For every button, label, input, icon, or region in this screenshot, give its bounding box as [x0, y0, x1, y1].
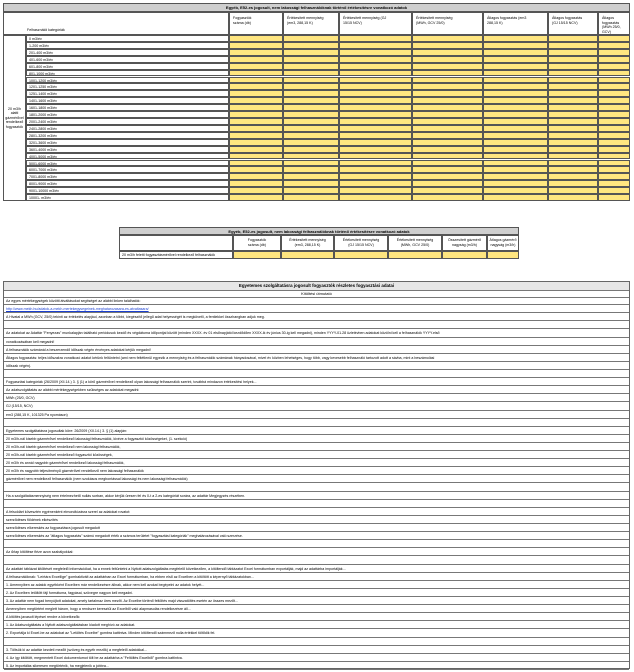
table1-input-cell[interactable]	[548, 118, 598, 125]
table1-col-header: Átlagos fogyasztás (em3 288,15 K)	[483, 12, 548, 35]
table1-input-cell[interactable]	[412, 70, 483, 77]
table1-input-cell[interactable]	[412, 104, 483, 111]
instructions-line: 20 m3/h és nagyobb teljesítményű gázmérővel rendelkező nem lakossági felhasználók	[4, 467, 629, 475]
table1-input-cell[interactable]	[229, 180, 283, 187]
table1-input-cell[interactable]	[548, 83, 598, 90]
table1-input-cell[interactable]	[412, 153, 483, 160]
table1-input-cell[interactable]	[598, 132, 630, 139]
instructions-line: Egyetemes szolgáltatásra jogosultak köre: 26/2009 (XII.14.) 3. § (1) alapján:	[4, 427, 629, 435]
instructions-line: 2. Exportálja ki Excel-be az adatokat az "Letöltés Excelbe" gombra kattintva. Minden kitöltendő számmező nulla értékkel töltődik fel.	[4, 629, 629, 637]
table1-input-cell[interactable]	[483, 63, 548, 70]
instructions-line: 3. Az adattár nem fogad benyújtott adatokat, amely tartalmaz üres mezőt. Az Excelbe történő feltöltés majd visszatöltés esetén az összes mezőt...	[4, 597, 629, 605]
table1-input-cell[interactable]	[229, 63, 283, 70]
table1-input-cell[interactable]	[339, 97, 412, 104]
instructions-line: 2. Az Excelben letöltött fájl formátuma, fagyásai, szövegre nagyon kell megadni.	[4, 589, 629, 597]
table1-input-cell[interactable]	[283, 160, 339, 167]
table1-input-cell[interactable]	[483, 160, 548, 167]
table1-input-cell[interactable]	[339, 160, 412, 167]
table1-input-cell[interactable]	[339, 125, 412, 132]
table1-input-cell[interactable]	[483, 77, 548, 84]
table1-input-cell[interactable]	[598, 139, 630, 146]
table1-input-cell[interactable]	[483, 180, 548, 187]
table1-input-cell[interactable]	[598, 166, 630, 173]
table1-row-label: 1201-1250 m3/év	[26, 83, 229, 90]
table1-row-label: 3201-3600 m3/év	[26, 139, 229, 146]
instructions-line: A felhasználók számánál a beszerzendő időszak végén érvényes adatokat kérjük megadni!	[4, 346, 629, 354]
table1-input-cell[interactable]	[483, 146, 548, 153]
table1-input-cell[interactable]	[283, 77, 339, 84]
table1-input-cell[interactable]	[548, 90, 598, 97]
table1-col-header: Értékesített mennyiség (GJ 15/15 NCV)	[339, 12, 412, 35]
table1-row-label: 2801-3200 m3/év	[26, 132, 229, 139]
table1-input-cell[interactable]	[412, 194, 483, 201]
table1-input-cell[interactable]	[283, 63, 339, 70]
table1-input-cell[interactable]	[548, 160, 598, 167]
table1-row-label: 1001-1200 m3/év	[26, 77, 229, 84]
instructions-line: Az egyes mértékegységek közötti átváltásokat segítséget az alábbi linken találhatók:	[4, 297, 629, 305]
table1-row-label: 1251-1400 m3/év	[26, 90, 229, 97]
table1-input-cell[interactable]	[283, 180, 339, 187]
table1-row-label: 10001- m3/év	[26, 194, 229, 201]
table1-input-cell[interactable]	[339, 42, 412, 49]
instructions-line	[4, 370, 629, 378]
table1-input-cell[interactable]	[283, 194, 339, 201]
table1-input-cell[interactable]	[229, 49, 283, 56]
table2-col-header: Fogyasztók száma (db)	[233, 235, 281, 251]
table1-input-cell[interactable]	[283, 187, 339, 194]
instructions-line: vonatkozásában kell megadni!	[4, 338, 629, 346]
table1-input-cell[interactable]	[229, 173, 283, 180]
table1-input-cell[interactable]	[283, 139, 339, 146]
table1-col-header: Értékesített mennyiség (MWh, GCV 25/0)	[412, 12, 483, 35]
instructions-line	[4, 419, 629, 427]
table1-title: Egyéb, E52-es jogosult, nem lakossági felhasználóknak történő értékesítésre vonatkozó adatok	[3, 3, 630, 12]
table1-input-cell[interactable]	[412, 146, 483, 153]
table1-input-cell[interactable]	[229, 111, 283, 118]
table1-col-header: Fogyasztók száma (db)	[229, 12, 283, 35]
table1-input-cell[interactable]	[548, 180, 598, 187]
table1-input-cell[interactable]	[412, 49, 483, 56]
table1-input-cell[interactable]	[229, 139, 283, 146]
table1-input-cell[interactable]	[483, 83, 548, 90]
instructions-line: 1. Amennyiben az adatok egyébként Excelben már rendelkezésre állnak, akkor nem kell azokat begépelni az adatok helyét...	[4, 581, 629, 589]
instructions-line: em3 (288,15 K, 101325 Pa nyomáson)	[4, 411, 629, 419]
instructions-line: MWh (25/0, GCV)	[4, 394, 629, 402]
table1-input-cell[interactable]	[283, 97, 339, 104]
table1-input-cell[interactable]	[229, 77, 283, 84]
table1-input-cell[interactable]	[598, 153, 630, 160]
table1-input-cell[interactable]	[283, 146, 339, 153]
table1-input-cell[interactable]	[598, 187, 630, 194]
instructions-line: szerződéses elkereskés az "átlagos fogyasztás" számú megadott érték a számos területet "fogyasztási kategóriák" meghatározásával való szerzése.	[4, 532, 629, 540]
table1-input-cell[interactable]	[412, 180, 483, 187]
table2-input-cell[interactable]	[388, 251, 442, 259]
table1-input-cell[interactable]	[598, 83, 630, 90]
table1-input-cell[interactable]	[283, 125, 339, 132]
table1-input-cell[interactable]	[283, 153, 339, 160]
table1-input-cell[interactable]	[229, 42, 283, 49]
table2-input-cell[interactable]	[334, 251, 388, 259]
table1-input-cell[interactable]	[283, 83, 339, 90]
table1-input-cell[interactable]	[548, 56, 598, 63]
instructions-line: 3. Töltsük ki az adattár kezdeti mezőit (szöveg és egyéb mezők) a megfelelő adatokkal...	[4, 646, 629, 654]
instructions-line	[4, 484, 629, 492]
table1-input-cell[interactable]	[283, 173, 339, 180]
table1-input-cell[interactable]	[548, 194, 598, 201]
table1-input-cell[interactable]	[598, 49, 630, 56]
table1-input-cell[interactable]	[229, 132, 283, 139]
table1-input-cell[interactable]	[483, 173, 548, 180]
table1-row-label: 1-200 m3/év	[26, 42, 229, 49]
table1-input-cell[interactable]	[412, 97, 483, 104]
instructions-line: gázmérővel nem rendelkező felhasználók (nem szokásos megbontással lakossági és nem lakossági felhasználók)	[4, 475, 629, 483]
table1-input-cell[interactable]	[412, 125, 483, 132]
table2-col-header: Értékesített mennyiség (em3, 288,15 K)	[281, 235, 334, 251]
table1-input-cell[interactable]	[598, 35, 630, 42]
table1-input-cell[interactable]	[229, 125, 283, 132]
table1-input-cell[interactable]	[598, 104, 630, 111]
table1-input-cell[interactable]	[283, 90, 339, 97]
table2	[119, 227, 519, 259]
instructions-line: GJ (15/15, NCV)	[4, 402, 629, 410]
instructions-line: 20 m3/h és annál nagyobb gázmérővel rendelkező lakossági felhasználók,	[4, 459, 629, 467]
instructions	[3, 281, 630, 669]
table1-row-label: 201-400 m3/év	[26, 49, 229, 56]
table1-row-label: 4001-5000 m3/év	[26, 153, 229, 160]
table1-input-cell[interactable]	[229, 83, 283, 90]
table1-input-cell[interactable]	[483, 97, 548, 104]
table1-row-label: 1401-1600 m3/év	[26, 97, 229, 104]
table2-col-header: Értékesített mennyiség (MWh, GCV 25/0)	[388, 235, 442, 251]
instructions-subtitle: Kitöltési útmutató	[4, 290, 629, 298]
instructions-line: 20 m3/h-nál kisebb gázmérővel rendelkező lakossági felhasználók, kivéve a fogyasztói közösségeket, (1. szekció)	[4, 435, 629, 443]
table1-input-cell[interactable]	[283, 35, 339, 42]
table1-input-cell[interactable]	[283, 166, 339, 173]
table1-input-cell[interactable]	[339, 35, 412, 42]
table1-input-cell[interactable]	[483, 70, 548, 77]
table1-input-cell[interactable]	[548, 77, 598, 84]
instructions-line: 4. Az így kitöltött, megmentett Excel dokumentumot tölt be az adattárba a "Feltöltés Excelből" gombra kattintva.	[4, 654, 629, 662]
table1-input-cell[interactable]	[229, 160, 283, 167]
table1-input-cell[interactable]	[483, 187, 548, 194]
table2-header-blank	[119, 235, 233, 251]
table1-input-cell[interactable]	[598, 125, 630, 132]
table1-input-cell[interactable]	[229, 166, 283, 173]
table2-title: Egyéb, E52-es jogosult, nem lakossági felhasználóknak történő értékesítésre vonatkozó adatok	[119, 227, 519, 235]
table1-row-label: 5001-6000 m3/év	[26, 160, 229, 167]
table2-col-header: Összesített gázmérő nagyság (m3/h)	[442, 235, 487, 251]
instructions-line: Az adatszolgáltatás az alábbi mértékegységekben szükséges az adatokat megadni:	[4, 386, 629, 394]
table1-input-cell[interactable]	[598, 194, 630, 201]
table2-input-cell[interactable]	[281, 251, 334, 259]
table1-input-cell[interactable]	[598, 118, 630, 125]
instructions-line: szerződéses elkereskés az fogyasztásra jogosult megadott	[4, 524, 629, 532]
table1-input-cell[interactable]	[548, 166, 598, 173]
table1-col-header: Átlagos fogyasztás (MWh 25/0, GCV)	[598, 12, 630, 35]
table1-input-cell[interactable]	[339, 187, 412, 194]
table1-col-header: Átlagos fogyasztás (GJ 15/15 NCV)	[548, 12, 598, 35]
table1-row-label: 3601-4000 m3/év	[26, 146, 229, 153]
table1-input-cell[interactable]	[339, 83, 412, 90]
table1-input-cell[interactable]	[548, 70, 598, 77]
table1-input-cell[interactable]	[339, 180, 412, 187]
table1-input-cell[interactable]	[412, 83, 483, 90]
table1-input-cell[interactable]	[283, 118, 339, 125]
instructions-line	[4, 321, 629, 329]
table1-input-cell[interactable]	[339, 153, 412, 160]
table1-input-cell[interactable]	[483, 132, 548, 139]
table1-input-cell[interactable]	[598, 160, 630, 167]
table1-input-cell[interactable]	[598, 173, 630, 180]
instructions-line: 1. Az Adatszolgáltatás a Nyitott adatszolgáltatásban kiadott meghívó az adatokat.	[4, 621, 629, 629]
table1-input-cell[interactable]	[598, 63, 630, 70]
table1-input-cell[interactable]	[548, 97, 598, 104]
table1-row-label: 7001-8000 m3/év	[26, 173, 229, 180]
instructions-line: Az adattári táblázat kitöltését megfelelő információkat, ha a ennek feltüntetni a Nyitott adatszolgáltatás megfelelő következően, a kitöltendő táblázatot Excel formátumban exportálják, majd az adattárba importálják...	[4, 565, 629, 573]
table1-row-label: 1801-2000 m3/év	[26, 111, 229, 118]
table1-input-cell[interactable]	[483, 49, 548, 56]
table1-input-cell[interactable]	[548, 42, 598, 49]
table1-input-cell[interactable]	[229, 35, 283, 42]
table1-input-cell[interactable]	[548, 111, 598, 118]
table1-input-cell[interactable]	[598, 70, 630, 77]
instructions-line: Átlagos fogyasztás: teljes időszakra vonatkozó adatot kérünk feltüntetni (ami nem feltétlenül egyezik a mennyiség és a felhasználók számának hányadosával, mivel év közben lehetséges, hogy több, vagy kevesebb felhasználó tartozott adott a sávba, mint a beszámolási	[4, 354, 629, 362]
table1-input-cell[interactable]	[339, 63, 412, 70]
table1-input-cell[interactable]	[229, 187, 283, 194]
table1-input-cell[interactable]	[483, 194, 548, 201]
table1-input-cell[interactable]	[339, 70, 412, 77]
table1-input-cell[interactable]	[483, 111, 548, 118]
table1-row-label: 6001-7000 m3/év	[26, 166, 229, 173]
instructions-line	[4, 500, 629, 508]
table1-input-cell[interactable]	[412, 166, 483, 173]
table1-input-cell[interactable]	[548, 63, 598, 70]
table1-row-label: 2401-2800 m3/év	[26, 125, 229, 132]
table1-input-cell[interactable]	[412, 35, 483, 42]
table1-input-cell[interactable]	[548, 35, 598, 42]
table1-input-cell[interactable]	[548, 173, 598, 180]
instructions-line: A felhasználóknak: "Leírtára Excellige" gombaktivált az adattárban az Excel formátumban, ha ebben első az Excelben a kitöltött a képernyő táblázatokban...	[4, 573, 629, 581]
table1-input-cell[interactable]	[548, 125, 598, 132]
instructions-line: időszak végén).	[4, 362, 629, 370]
table1-input-cell[interactable]	[548, 104, 598, 111]
table1-input-cell[interactable]	[339, 90, 412, 97]
table1-input-cell[interactable]	[283, 132, 339, 139]
table1-row-label: 0 m3/év	[26, 35, 229, 42]
table1-input-cell[interactable]	[412, 173, 483, 180]
table1-input-cell[interactable]	[483, 42, 548, 49]
table1-input-cell[interactable]	[339, 49, 412, 56]
table1-input-cell[interactable]	[598, 42, 630, 49]
table1-input-cell[interactable]	[283, 56, 339, 63]
table1-input-cell[interactable]	[229, 153, 283, 160]
table1-input-cell[interactable]	[412, 42, 483, 49]
instructions-line: 20 m3/h-nál kisebb gázmérővel rendelkező fogyasztói közösségek,	[4, 451, 629, 459]
table1-input-cell[interactable]	[483, 104, 548, 111]
table2-row-label: 20 m3/h feletti fogyasztásmérővel rendelkező felhasználók	[119, 251, 233, 259]
table1-input-cell[interactable]	[483, 35, 548, 42]
table1-input-cell[interactable]	[598, 56, 630, 63]
table1-input-cell[interactable]	[483, 118, 548, 125]
table1-input-cell[interactable]	[283, 111, 339, 118]
table1-input-cell[interactable]	[339, 56, 412, 63]
table1-input-cell[interactable]	[483, 153, 548, 160]
table1-row-label: 2001-2400 m3/év	[26, 118, 229, 125]
table1-input-cell[interactable]	[229, 118, 283, 125]
table2-col-header: Értékesített mennyiség (GJ 15/15 NCV)	[334, 235, 388, 251]
instructions-line: Az űrlap kitöltése fiéze azon szabályokkal:	[4, 548, 629, 556]
table1-input-cell[interactable]	[339, 146, 412, 153]
table2-col-header: Átlagos gázmérő nagyság (m3/h)	[487, 235, 519, 251]
table1-input-cell[interactable]	[283, 42, 339, 49]
table1-input-cell[interactable]	[412, 139, 483, 146]
table2-input-cell[interactable]	[442, 251, 487, 259]
table1-input-cell[interactable]	[229, 56, 283, 63]
instructions-line: Amennyiben megtörtént meglett három, hogy a rendszer keresztül az Excelből való alapmasolás rendelkezésre áll...	[4, 605, 629, 613]
table1-header-category: Felhasználói kategóriák	[3, 12, 229, 35]
table1-input-cell[interactable]	[598, 97, 630, 104]
table1-input-cell[interactable]	[412, 77, 483, 84]
instructions-line: Ha a szolgáltatásmennyiség nem értelmezhető nullás sorban, akkor kérjük üresen fel és 0-t a 2-es kategóriát sorára, az adattár Megjegyzés részében.	[4, 492, 629, 500]
table1-input-cell[interactable]	[412, 118, 483, 125]
table1-input-cell[interactable]	[339, 166, 412, 173]
table1-input-cell[interactable]	[483, 166, 548, 173]
table1-row-label: 9001-10000 m3/év	[26, 187, 229, 194]
table1-input-cell[interactable]	[283, 49, 339, 56]
table1-input-cell[interactable]	[412, 132, 483, 139]
table1-input-cell[interactable]	[598, 146, 630, 153]
table1-input-cell[interactable]	[339, 139, 412, 146]
table1-input-cell[interactable]	[548, 153, 598, 160]
table1-group-label: 20 m3/h alatti gázmérővel rendelkező fogyasztók	[3, 35, 26, 201]
table2-input-cell[interactable]	[233, 251, 281, 259]
table1-input-cell[interactable]	[548, 187, 598, 194]
table1-input-cell[interactable]	[229, 70, 283, 77]
instructions-line: Az adatokat az Adattár "Fenyezas" munkalapján található periódusok kezdő és végdátuma időpontjai között (minden XXXX. év 01 elsőnapjától kezdődően XXXX-ik év június 30-ig kell megadni), minden YYYY-01.28 üzletévben adatokat közölni kell a felhasználók YYYY.első	[4, 329, 629, 337]
table1-input-cell[interactable]	[339, 111, 412, 118]
table1-input-cell[interactable]	[412, 111, 483, 118]
table1-input-cell[interactable]	[339, 118, 412, 125]
table1-input-cell[interactable]	[483, 139, 548, 146]
table1-input-cell[interactable]	[339, 132, 412, 139]
table1-row-label: 401-600 m3/év	[26, 56, 229, 63]
table1-input-cell[interactable]	[229, 104, 283, 111]
table1-input-cell[interactable]	[412, 187, 483, 194]
table1-input-cell[interactable]	[483, 90, 548, 97]
table1-input-cell[interactable]	[598, 90, 630, 97]
table1-input-cell[interactable]	[412, 56, 483, 63]
instructions-line	[4, 556, 629, 564]
table1-input-cell[interactable]	[229, 194, 283, 201]
table1-row-label: 801-1000 m3/év	[26, 70, 229, 77]
table1-input-cell[interactable]	[412, 63, 483, 70]
instructions-line: 5. Az importálás sikeresen megtörténik, ha megjelenik a jobbra...	[4, 662, 629, 670]
instructions-line	[4, 540, 629, 548]
table1-input-cell[interactable]	[412, 160, 483, 167]
table1-input-cell[interactable]	[483, 56, 548, 63]
table1-input-cell[interactable]	[548, 132, 598, 139]
table1-input-cell[interactable]	[548, 146, 598, 153]
table1-input-cell[interactable]	[339, 194, 412, 201]
table1-row-label: 1601-1800 m3/év	[26, 104, 229, 111]
table1-input-cell[interactable]	[229, 90, 283, 97]
table1-input-cell[interactable]	[283, 70, 339, 77]
table1-input-cell[interactable]	[483, 125, 548, 132]
table1-input-cell[interactable]	[548, 49, 598, 56]
table1-input-cell[interactable]	[598, 111, 630, 118]
instructions-line	[4, 638, 629, 646]
table1-row-label: 601-800 m3/év	[26, 63, 229, 70]
table1-input-cell[interactable]	[339, 173, 412, 180]
table2-input-cell[interactable]	[487, 251, 519, 259]
instructions-line: A Hivatal a MWh (GCV, 25/0) tekinti az értékelés alapjául, azonban a többi, kiegészítő jellegű adat helyességét is megkövetli, a fentiekkel összhangban adjuk meg.	[4, 313, 629, 321]
instructions-title: Egyetemes szolgáltatásra jogosult fogyasztók részletes fogyasztási adatai	[4, 282, 629, 291]
table1-input-cell[interactable]	[339, 77, 412, 84]
table1-input-cell[interactable]	[598, 180, 630, 187]
instructions-line: A felsoldárt kövesztén egyénenként elmondtózásra szerel az adatokat rovatot:	[4, 508, 629, 516]
instructions-line: 20 m3/h-nál kisebb gázmérővel rendelkező nem lakossági felhasználók,	[4, 443, 629, 451]
table1-input-cell[interactable]	[412, 90, 483, 97]
instructions-line: szerződéses földének elkészítés	[4, 516, 629, 524]
table1-input-cell[interactable]	[229, 97, 283, 104]
table1-row-label: 8001-9000 m3/év	[26, 180, 229, 187]
table1	[3, 3, 630, 201]
instructions-line: A kitöltés javasolt lépései rendre a következők:	[4, 613, 629, 621]
table1-input-cell[interactable]	[339, 104, 412, 111]
table1-input-cell[interactable]	[229, 146, 283, 153]
table1-col-header: Értékesített mennyiség (em3, 288,15 K)	[283, 12, 339, 35]
instructions-line: Fogyasztási kategóriák (26/2009 (XII.14.) 3. § (1) a körű gázmérővel rendelkező olyan lakossági felhasználók szerint, továbbá mindazon értékesítési helyek...	[4, 378, 629, 386]
table1-input-cell[interactable]	[548, 139, 598, 146]
table1-input-cell[interactable]	[598, 77, 630, 84]
instructions-link[interactable]: http://www.mekh.hu/adatok-a-mekh-mertekegysegeinek-meghatarozasara-es-atvaltasara/	[4, 305, 629, 313]
table1-input-cell[interactable]	[283, 104, 339, 111]
